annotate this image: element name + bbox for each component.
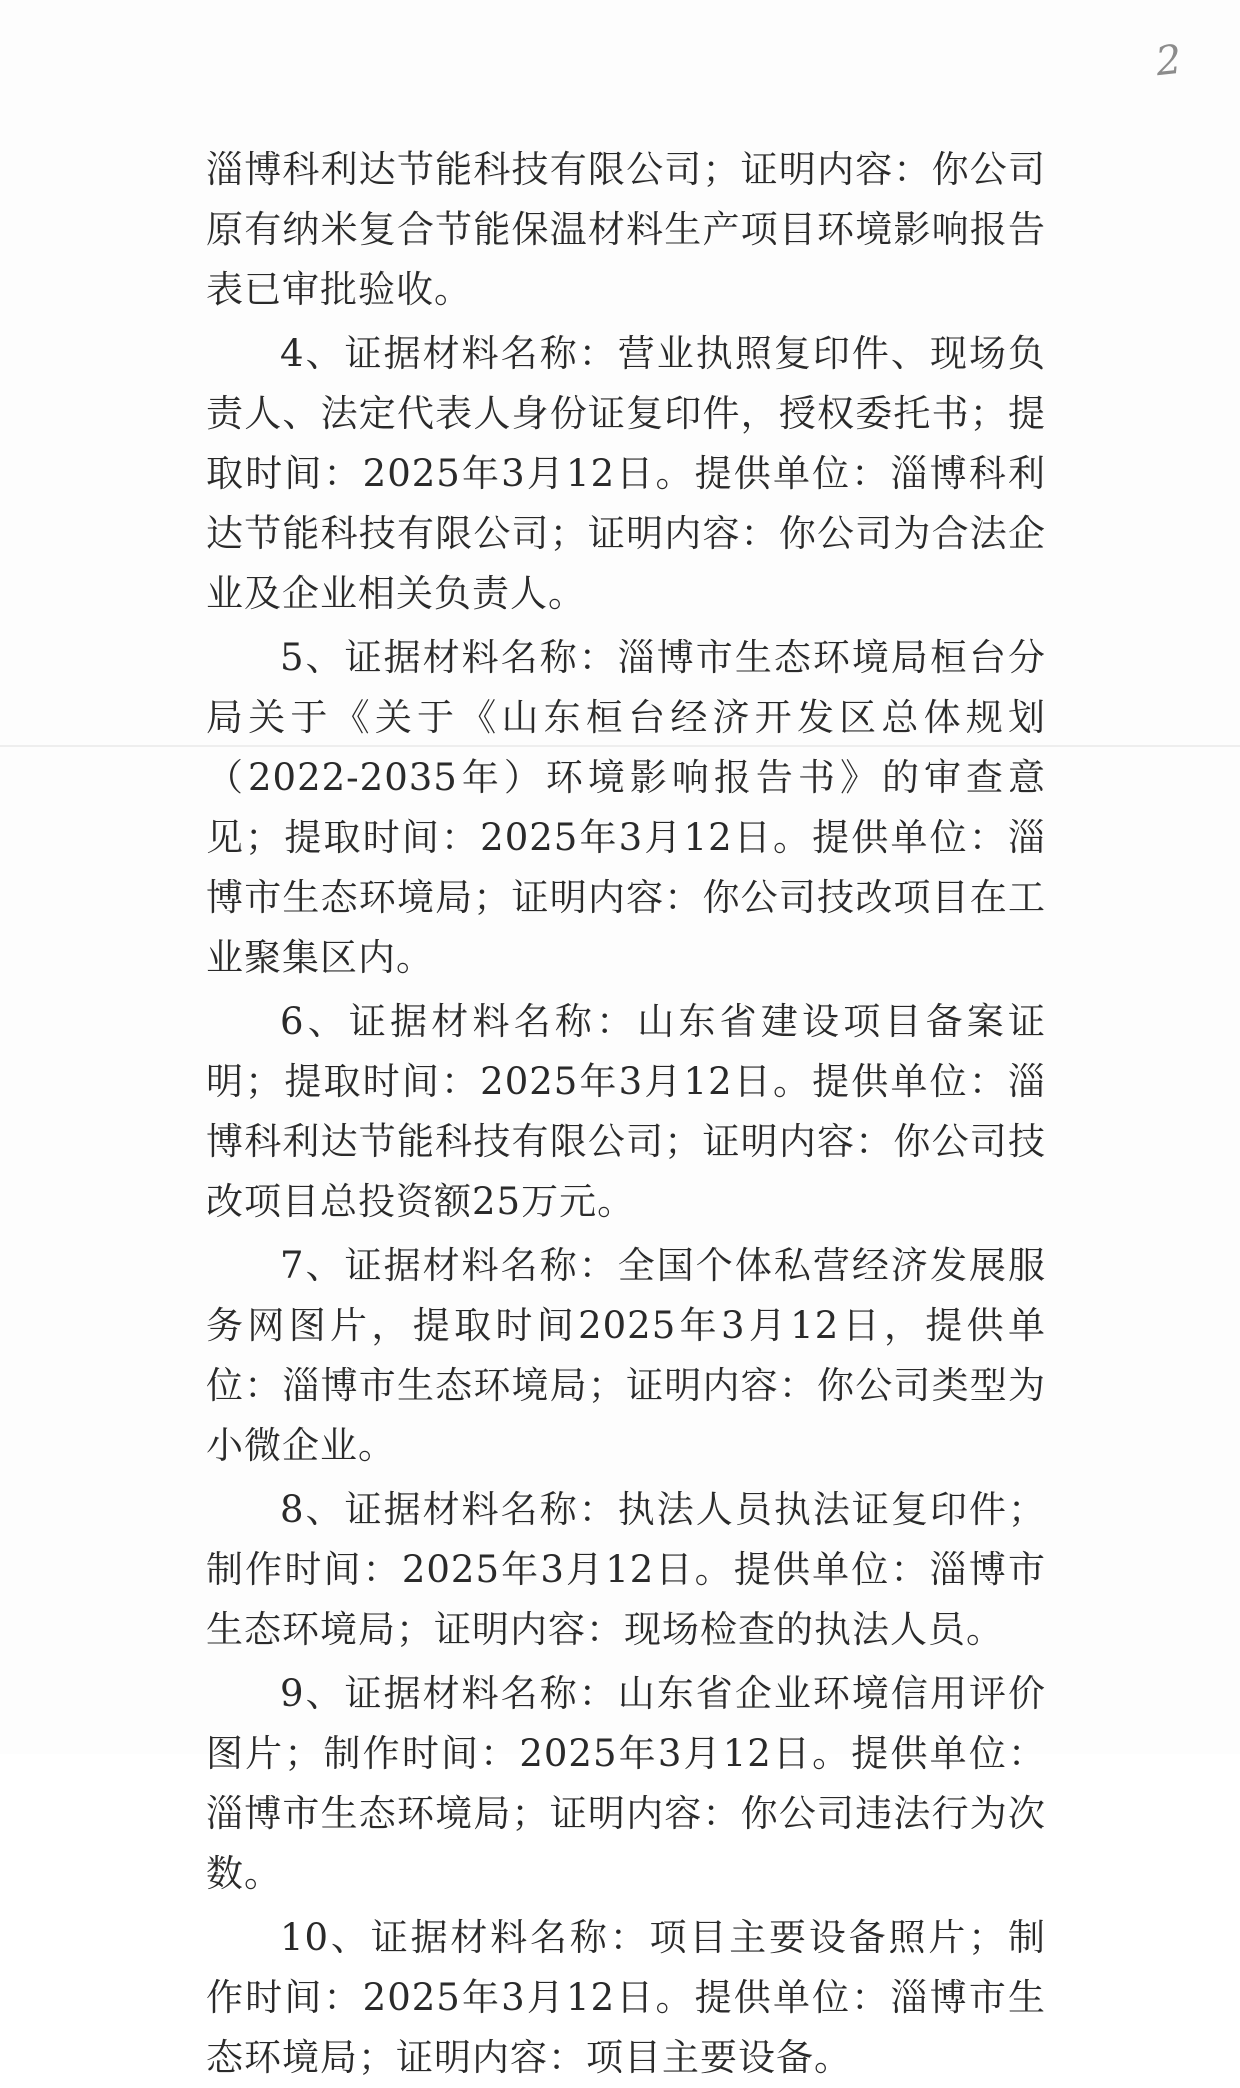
- evidence-item-8: 8、证据材料名称：执法人员执法证复印件；制作时间：2025年3月12日。提供单位：淄博市生态环境局；证明内容：现场检查的执法人员。: [206, 1488, 1046, 1651]
- evidence-item-4: 4、证据材料名称：营业执照复印件、现场负责人、法定代表人身份证复印件，授权委托书；提取时间：2025年3月12日。提供单位：淄博科利达节能科技有限公司；证明内容：你公司为合法企业及企业相关负责人。: [206, 332, 1046, 615]
- paragraph-continuation: 淄博科利达节能科技有限公司；证明内容：你公司原有纳米复合节能保温材料生产项目环境影响报告表已审批验收。: [206, 148, 1046, 311]
- evidence-item-10: 10、证据材料名称：项目主要设备照片；制作时间：2025年3月12日。提供单位：淄博市生态环境局；证明内容：项目主要设备。: [206, 1916, 1046, 2079]
- evidence-item-9: 9、证据材料名称：山东省企业环境信用评价图片；制作时间：2025年3月12日。提供单位：淄博市生态环境局；证明内容：你公司违法行为次数。: [206, 1672, 1046, 1895]
- evidence-list: [206, 140, 1046, 2088]
- evidence-item-7: 7、证据材料名称：全国个体私营经济发展服务网图片，提取时间2025年3月12日，提供单位：淄博市生态环境局；证明内容：你公司类型为小微企业。: [206, 1244, 1046, 1467]
- page-number-mark: 2: [1153, 36, 1184, 86]
- evidence-item-6: 6、证据材料名称：山东省建设项目备案证明；提取时间：2025年3月12日。提供单位：淄博科利达节能科技有限公司；证明内容：你公司技改项目总投资额25万元。: [206, 1000, 1046, 1223]
- evidence-item-5: 5、证据材料名称：淄博市生态环境局桓台分局关于《关于《山东桓台经济开发区总体规划（2022-2035年）环境影响报告书》的审查意见；提取时间：2025年3月12日。提供单位：淄博市生态环境局；证明内容：你公司技改项目在工业聚集区内。: [206, 636, 1046, 979]
